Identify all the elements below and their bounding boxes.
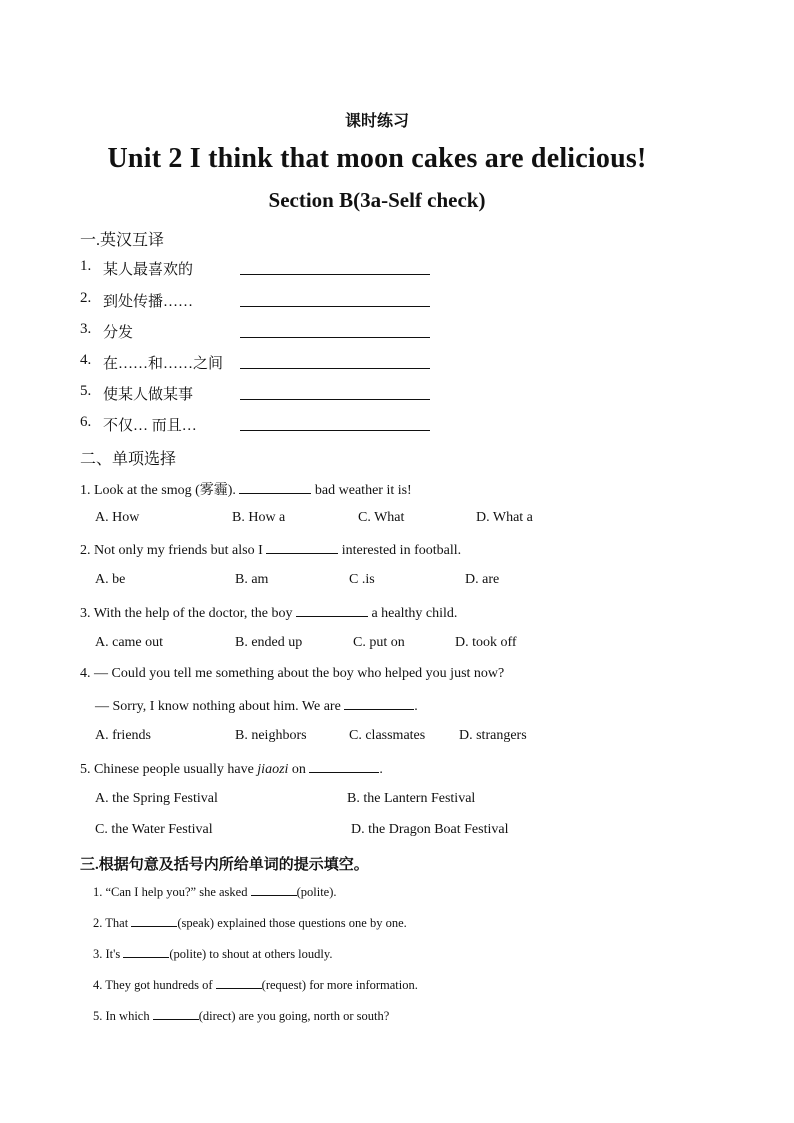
answer-line[interactable]: [240, 430, 430, 431]
question-text: 2. Not only my friends but also I: [80, 543, 263, 558]
fill-item-5: [93, 1008, 389, 1024]
fill-text: (polite).: [296, 885, 337, 899]
question-4-reply: [95, 697, 418, 715]
option-d[interactable]: D. are: [465, 572, 500, 587]
fill-text: 5. In which: [93, 1009, 150, 1023]
fill-text: (request) for more information.: [261, 978, 418, 992]
question-text: a healthy child.: [371, 606, 458, 621]
answer-blank[interactable]: [344, 697, 414, 710]
answer-blank[interactable]: [296, 604, 368, 617]
option-d[interactable]: D. strangers: [459, 728, 527, 743]
option-d[interactable]: D. took off: [455, 635, 517, 650]
vocab-term: 在……和……之间: [103, 356, 224, 372]
answer-line[interactable]: [240, 337, 430, 338]
fill-text: 2. That: [93, 916, 129, 930]
question-text: interested in football.: [341, 543, 462, 558]
option-c[interactable]: C .is: [349, 572, 375, 587]
question-text: 1. Look at the smog (雾霾).: [80, 483, 236, 498]
question-1: [80, 479, 412, 499]
fill-text: 1. “Can I help you?” she asked: [93, 885, 248, 899]
question-text: — Sorry, I know nothing about him. We are: [95, 699, 341, 714]
option-c[interactable]: C. put on: [353, 635, 405, 650]
option-a[interactable]: A. How: [95, 510, 140, 525]
answer-blank[interactable]: [239, 481, 311, 494]
answer-line[interactable]: [240, 306, 430, 307]
fill-text: 4. They got hundreds of: [93, 978, 213, 992]
answer-blank[interactable]: [309, 760, 379, 773]
vocab-num: 1.: [80, 258, 92, 274]
vocab-num: 3.: [80, 321, 92, 337]
vocab-num: 6.: [80, 414, 92, 430]
option-b[interactable]: B. How a: [232, 510, 286, 525]
fill-text: 3. It's: [93, 947, 121, 961]
answer-blank[interactable]: [131, 915, 177, 927]
vocab-num: 5.: [80, 383, 92, 399]
fill-item-4: [93, 977, 418, 993]
fill-item-1: [93, 884, 337, 900]
vocab-term: 某人最喜欢的: [103, 262, 194, 278]
option-d[interactable]: D. the Dragon Boat Festival: [351, 822, 509, 837]
option-b[interactable]: B. neighbors: [235, 728, 307, 743]
question-text: 5. Chinese people usually have: [80, 762, 254, 777]
fill-text: (direct) are you going, north or south?: [198, 1009, 390, 1023]
option-b[interactable]: B. the Lantern Festival: [347, 791, 476, 806]
fill-text: (polite) to shout at others loudly.: [169, 947, 333, 961]
option-d[interactable]: D. What a: [476, 510, 533, 525]
answer-blank[interactable]: [266, 541, 338, 554]
question-text: 3. With the help of the doctor, the boy: [80, 606, 293, 621]
page-title: Unit 2 I think that moon cakes are delicious!: [107, 143, 647, 174]
option-a[interactable]: A. the Spring Festival: [95, 791, 218, 806]
answer-line[interactable]: [240, 368, 430, 369]
answer-blank[interactable]: [123, 946, 169, 958]
question-italic-term: jiaozi: [257, 762, 289, 777]
fill-item-3: [93, 946, 332, 962]
question-text: .: [414, 699, 418, 714]
option-a[interactable]: A. came out: [95, 635, 164, 650]
vocab-num: 2.: [80, 290, 92, 306]
answer-blank[interactable]: [251, 884, 297, 896]
answer-line[interactable]: [240, 399, 430, 400]
question-text: .: [379, 762, 383, 777]
option-c[interactable]: C. classmates: [349, 728, 426, 743]
part3-heading: 三.根据句意及括号内所给单词的提示填空。: [80, 857, 369, 873]
option-a[interactable]: A. be: [95, 572, 126, 587]
question-5: [80, 760, 383, 778]
part1-heading: 一.英汉互译: [80, 232, 165, 249]
option-c[interactable]: C. What: [358, 510, 405, 525]
page-subtitle: Section B(3a-Self check): [268, 188, 486, 212]
fill-text: (speak) explained those questions one by one.: [177, 916, 407, 930]
option-b[interactable]: B. ended up: [235, 635, 303, 650]
option-b[interactable]: B. am: [235, 572, 269, 587]
answer-blank[interactable]: [153, 1008, 199, 1020]
part2-heading: 二、单项选择: [80, 451, 177, 468]
question-text: bad weather it is!: [314, 483, 412, 498]
question-text: on: [291, 762, 306, 777]
answer-line[interactable]: [240, 274, 430, 275]
option-a[interactable]: A. friends: [95, 728, 151, 743]
question-3: [80, 604, 457, 622]
worksheet-kicker: 课时练习: [344, 113, 409, 130]
question-4: 4. — Could you tell me something about the boy who helped you just now?: [80, 666, 505, 681]
option-c[interactable]: C. the Water Festival: [95, 822, 213, 837]
vocab-num: 4.: [80, 352, 92, 368]
question-2: [80, 541, 461, 559]
vocab-term: 不仅… 而且…: [103, 418, 197, 434]
fill-item-2: [93, 915, 407, 931]
vocab-term: 分发: [103, 325, 134, 341]
vocab-term: 到处传播……: [103, 294, 194, 310]
vocab-term: 使某人做某事: [103, 387, 194, 403]
answer-blank[interactable]: [216, 977, 262, 989]
